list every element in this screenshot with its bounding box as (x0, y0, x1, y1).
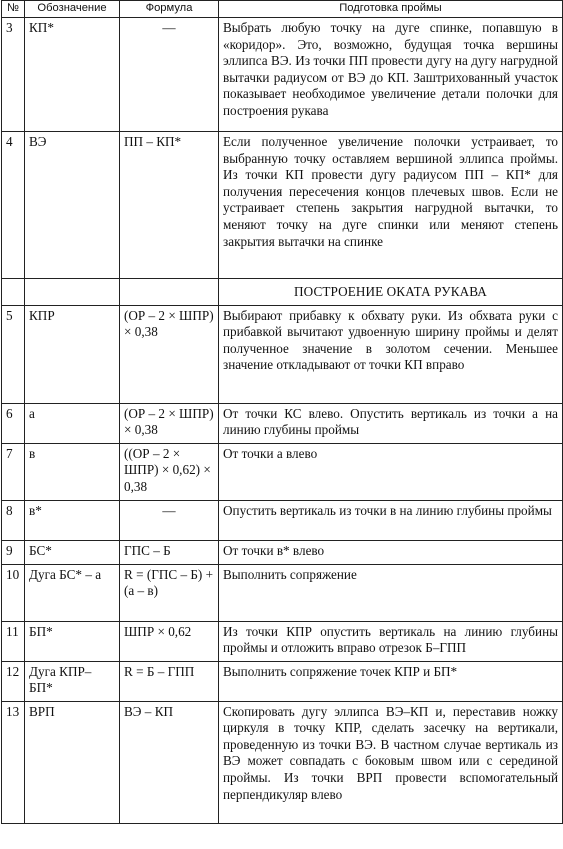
row-text: От точки в* влево (219, 540, 563, 564)
row-num: 10 (2, 564, 25, 621)
row-formula: ВЭ – КП (120, 701, 219, 823)
header-preparation: Подготовка проймы (219, 1, 563, 18)
row-formula: (ОР – 2 × ШПР) × 0,38 (120, 403, 219, 443)
row-num: 4 (2, 132, 25, 279)
table-row (2, 305, 563, 403)
section-title: ПОСТРОЕНИЕ ОКАТА РУКАВА (219, 279, 563, 306)
table-row (2, 500, 563, 540)
table-header-row (2, 1, 563, 18)
row-designation: ВРП (25, 701, 120, 823)
section-empty-designation (25, 279, 120, 306)
table-row (2, 701, 563, 823)
header-formula: Формула (120, 1, 219, 18)
row-designation: БП* (25, 621, 120, 661)
row-formula: (ОР – 2 × ШПР) × 0,38 (120, 305, 219, 403)
row-formula: ШПР × 0,62 (120, 621, 219, 661)
row-text: Выполнить сопряжение точек КПР и БП* (219, 661, 563, 701)
section-empty-num (2, 279, 25, 306)
row-num: 9 (2, 540, 25, 564)
row-num: 13 (2, 701, 25, 823)
row-text: Опустить вертикаль из точки в на линию глубины проймы (219, 500, 563, 540)
row-text: Выполнить сопряжение (219, 564, 563, 621)
section-empty-formula (120, 279, 219, 306)
row-formula: R = Б – ГПП (120, 661, 219, 701)
table-row (2, 621, 563, 661)
header-num: № (2, 1, 25, 18)
row-formula: ГПС – Б (120, 540, 219, 564)
row-designation: а (25, 403, 120, 443)
row-num: 12 (2, 661, 25, 701)
table-row (2, 443, 563, 500)
row-designation: ВЭ (25, 132, 120, 279)
row-designation: Дуга КПР– БП* (25, 661, 120, 701)
row-designation: КПР (25, 305, 120, 403)
row-designation: в (25, 443, 120, 500)
row-text: Выбрать любую точку на дуге спинке, попавшую в «коридор». Это, возможно, будущая точка вершины эллипса ВЭ. Из точки ПП провести дугу на дугу нагрудной вытачки радиусом от ВЭ до КП. Заштрихованный участок показывает необходимое увеличение детали полочки для построения рукава (219, 18, 563, 132)
row-num: 6 (2, 403, 25, 443)
row-designation: БС* (25, 540, 120, 564)
row-num: 8 (2, 500, 25, 540)
row-num: 7 (2, 443, 25, 500)
table-row (2, 403, 563, 443)
row-num: 5 (2, 305, 25, 403)
table-row (2, 540, 563, 564)
row-formula: ((ОР – 2 × ШПР) × 0,62) × 0,38 (120, 443, 219, 500)
table-row (2, 564, 563, 621)
row-designation: в* (25, 500, 120, 540)
row-formula: R = (ГПС – Б) + (а – в) (120, 564, 219, 621)
row-num: 11 (2, 621, 25, 661)
row-text: Выбирают прибавку к обхвату руки. Из обхвата руки с прибавкой вычитают удвоенную ширину проймы и делят полученное значение в золотом сечении. Меньшее значение откладывают от точки КП вправо (219, 305, 563, 403)
row-text: Скопировать дугу эллипса ВЭ–КП и, переставив ножку циркуля в точку КПР, сделать засечку на вертикали, проведенную из точки ВЭ. В частном случае вертикаль из ВЭ может совпадать с боковым швом или с серединой проймы. Из точки ВРП провести вспомогательный перпендикуляр влево (219, 701, 563, 823)
row-text: От точки КС влево. Опустить вертикаль из точки а на линию глубины проймы (219, 403, 563, 443)
row-designation: КП* (25, 18, 120, 132)
row-text: От точки а влево (219, 443, 563, 500)
row-num: 3 (2, 18, 25, 132)
table-row (2, 661, 563, 701)
row-text: Если полученное увеличение полочки устраивает, то выбранную точку оставляем вершиной эллипса проймы. Из точки КП провести дугу радиусом ПП – КП* для получения пересечения концов плечевых швов. Если не устраивает степень закрытия нагрудной вытачки, то меняют точку на дуге спинки или меняют степень закрытия вытачки на спинке (219, 132, 563, 279)
header-designation: Обозначение (25, 1, 120, 18)
section-row (2, 279, 563, 306)
row-formula: — (120, 500, 219, 540)
row-text: Из точки КПР опустить вертикаль на линию глубины проймы и отложить вправо отрезок Б–ГПП (219, 621, 563, 661)
row-designation: Дуга БС* – а (25, 564, 120, 621)
table-row (2, 132, 563, 279)
row-formula: ПП – КП* (120, 132, 219, 279)
row-formula: — (120, 18, 219, 132)
construction-table (1, 0, 563, 824)
table-row (2, 18, 563, 132)
